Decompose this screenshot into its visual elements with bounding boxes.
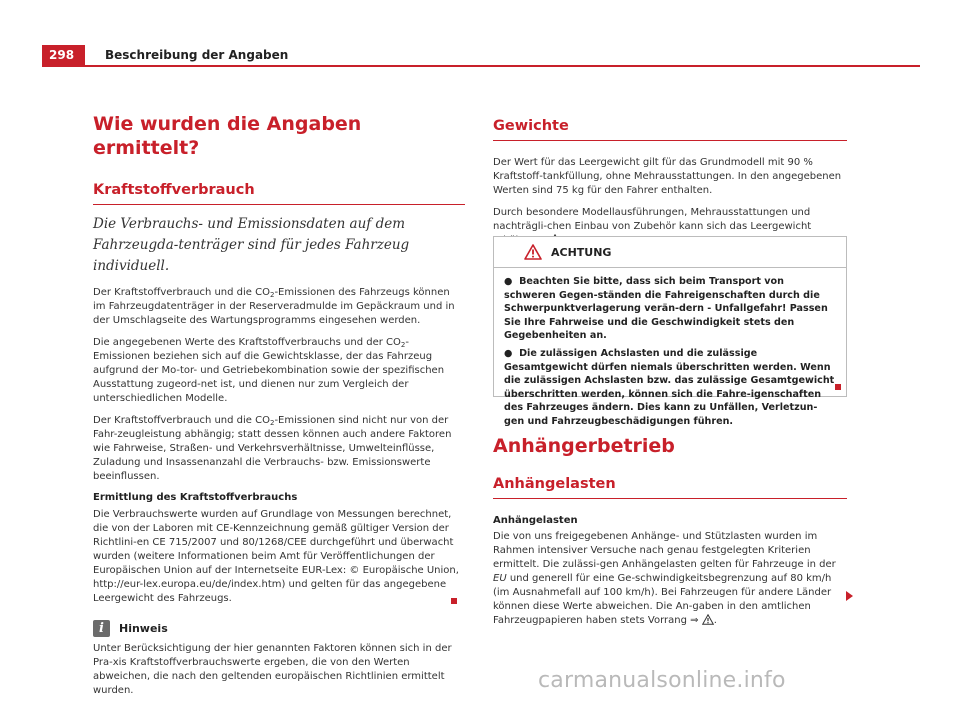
paragraph: Der Kraftstoffverbrauch und die $CO_2$-Emissionen des Fahrzeugs können im Fahrzeugdatenträger in der Reserveradmulde im Gepäckraum und in der Umschlagseite des Wartungsprogramms eingesehen werden. [93, 287, 455, 326]
warning-body [494, 268, 846, 429]
paragraph: Der Wert für das Leergewicht gilt für das Grundmodell mit 90 % Kraftstoff-tankfüllung, ohne Mehrausstattungen. In den angegebenen Werten sind 75 kg für den Fahrer enthalten. [493, 157, 842, 196]
warning-box [493, 236, 847, 427]
page-header [42, 45, 920, 67]
next-page-arrow-icon [846, 591, 853, 601]
warning-item: ● Beachten Sie bitte, dass sich beim Transport von schweren Gegen-ständen die Fahreigenschaften durch die Schwerpunktverlagerung verän-dern - Unfallgefahr! Passen Sie Ihre Fahrweise und die Geschwindigkeit stets den Gegebenheiten an. [504, 276, 828, 342]
paragraph: Die Verbrauchswerte wurden auf Grundlage von Messungen berechnet, die von der Laboren mit CE-Kennzeichnung gemäß gültiger Version der Richtlini-en CE 715/2007 und 80/1268/CEE durchgeführt und überwacht wurden (weitere Informationen beim Amt für Veröffentlichungen der Europäischen Union auf der Internetseite EUR-Lex: © Europäische Union, http://eur-lex.europa.eu/de/index.htm) und gelten für das angegebene Leergewicht des Fahrzeugs. [93, 509, 459, 604]
intro-text: Die Verbrauchs- und Emissionsdaten auf dem Fahrzeugda-tenträger sind für jedes Fahrzeug individuell. [93, 216, 410, 274]
paragraph: Die angegebenen Werte des Kraftstoffverbrauchs und der $CO_2$-Emissionen beziehen sich auf die Gewichtsklasse, der das Fahrzeug aufgrund der Mo-tor- und Getriebekombination sowie der spezifischen Ausstattung zugeord-net ist, und dienen nur zum Vergleich der unterschiedlichen Modelle. [93, 337, 445, 404]
warning-header [494, 237, 846, 268]
right-column-lower [493, 434, 847, 628]
paragraph: Die von uns freigegebenen Anhänge- und Stützlasten wurden im Rahmen intensiver Versuche nach genau festgelegten Kriterien ermittelt. Die zulässi-gen Anhängelasten gelten für Fahrzeuge in der EU und generell für eine Ge-schwindigkeitsbegrenzung auf 80 km/h (im Ausnahmefall auf 100 km/h). Bei Fahrzeugen für andere Länder können diese Werte abweichen. Die An-gaben in den amtlichen Fahrzeugpapieren haben stets Vorrang ⇒ . [493, 531, 836, 626]
watermark: carmanualsonline.info [538, 668, 786, 693]
subheading-fuel-determination: Ermittlung des Kraftstoffverbrauchs [93, 492, 298, 503]
section-heading-trailer-loads: Anhängelasten [493, 475, 847, 499]
chapter-heading: Anhängerbetrieb [493, 435, 675, 457]
section-heading-fuel: Kraftstoffverbrauch [93, 181, 465, 205]
note-header [93, 620, 465, 637]
info-note-icon: i [93, 620, 110, 637]
warning-reference-icon [702, 614, 714, 625]
paragraph: Durch besondere Modellausführungen, Mehrausstattungen und nachträgli-chen Einbau von Zubehör kann sich das Leergewicht [493, 206, 847, 248]
note-title: Hinweis [119, 622, 168, 635]
subheading-trailer-loads: Anhängelasten [493, 515, 578, 526]
right-column [493, 117, 847, 248]
warning-triangle-icon [524, 244, 542, 260]
warning-item: ● Die zulässigen Achslasten und die zulässige Gesamtgewicht dürfen niemals überschritten werden. Wenn die zulässigen Achslasten bzw. das zulässige Gesamtgewicht überschritten werden, können sich die Fahre-igenschaften des Fahrzeuges ändern. Dies kann zu Unfällen, Verletzun-gen und Fahrzeugbeschädigungen führen. [504, 347, 835, 427]
section-end-marker [451, 598, 457, 604]
paragraph: Der Kraftstoffverbrauch und die $CO_2$-Emissionen sind nicht nur von der Fahr-zeugleistung abhängig; statt dessen können auch andere Faktoren wie Fahrweise, Straßen- und Verkehrsverhältnisse, Umwelteinflüsse, Zuladung und Insassenanzahl die Verbrauchs- bzw. Emissionswerte beeinflussen. [93, 415, 452, 482]
main-heading: Wie wurden die Angaben ermittelt? [93, 113, 362, 159]
section-end-marker [835, 384, 841, 390]
page-number: 298 [42, 45, 85, 65]
section-heading-weights: Gewichte [493, 117, 847, 141]
note-text: Unter Berücksichtigung der hier genannten Faktoren können sich in der Pra-xis Kraftstoffverbrauchswerte ergeben, die von den Werten abweichen, die nach den geltenden europäischen Richtlinien ermittelt wurden. [93, 643, 452, 696]
header-title: Beschreibung der Angaben [105, 48, 289, 62]
warning-title: ACHTUNG [551, 245, 612, 259]
left-column [93, 112, 465, 698]
